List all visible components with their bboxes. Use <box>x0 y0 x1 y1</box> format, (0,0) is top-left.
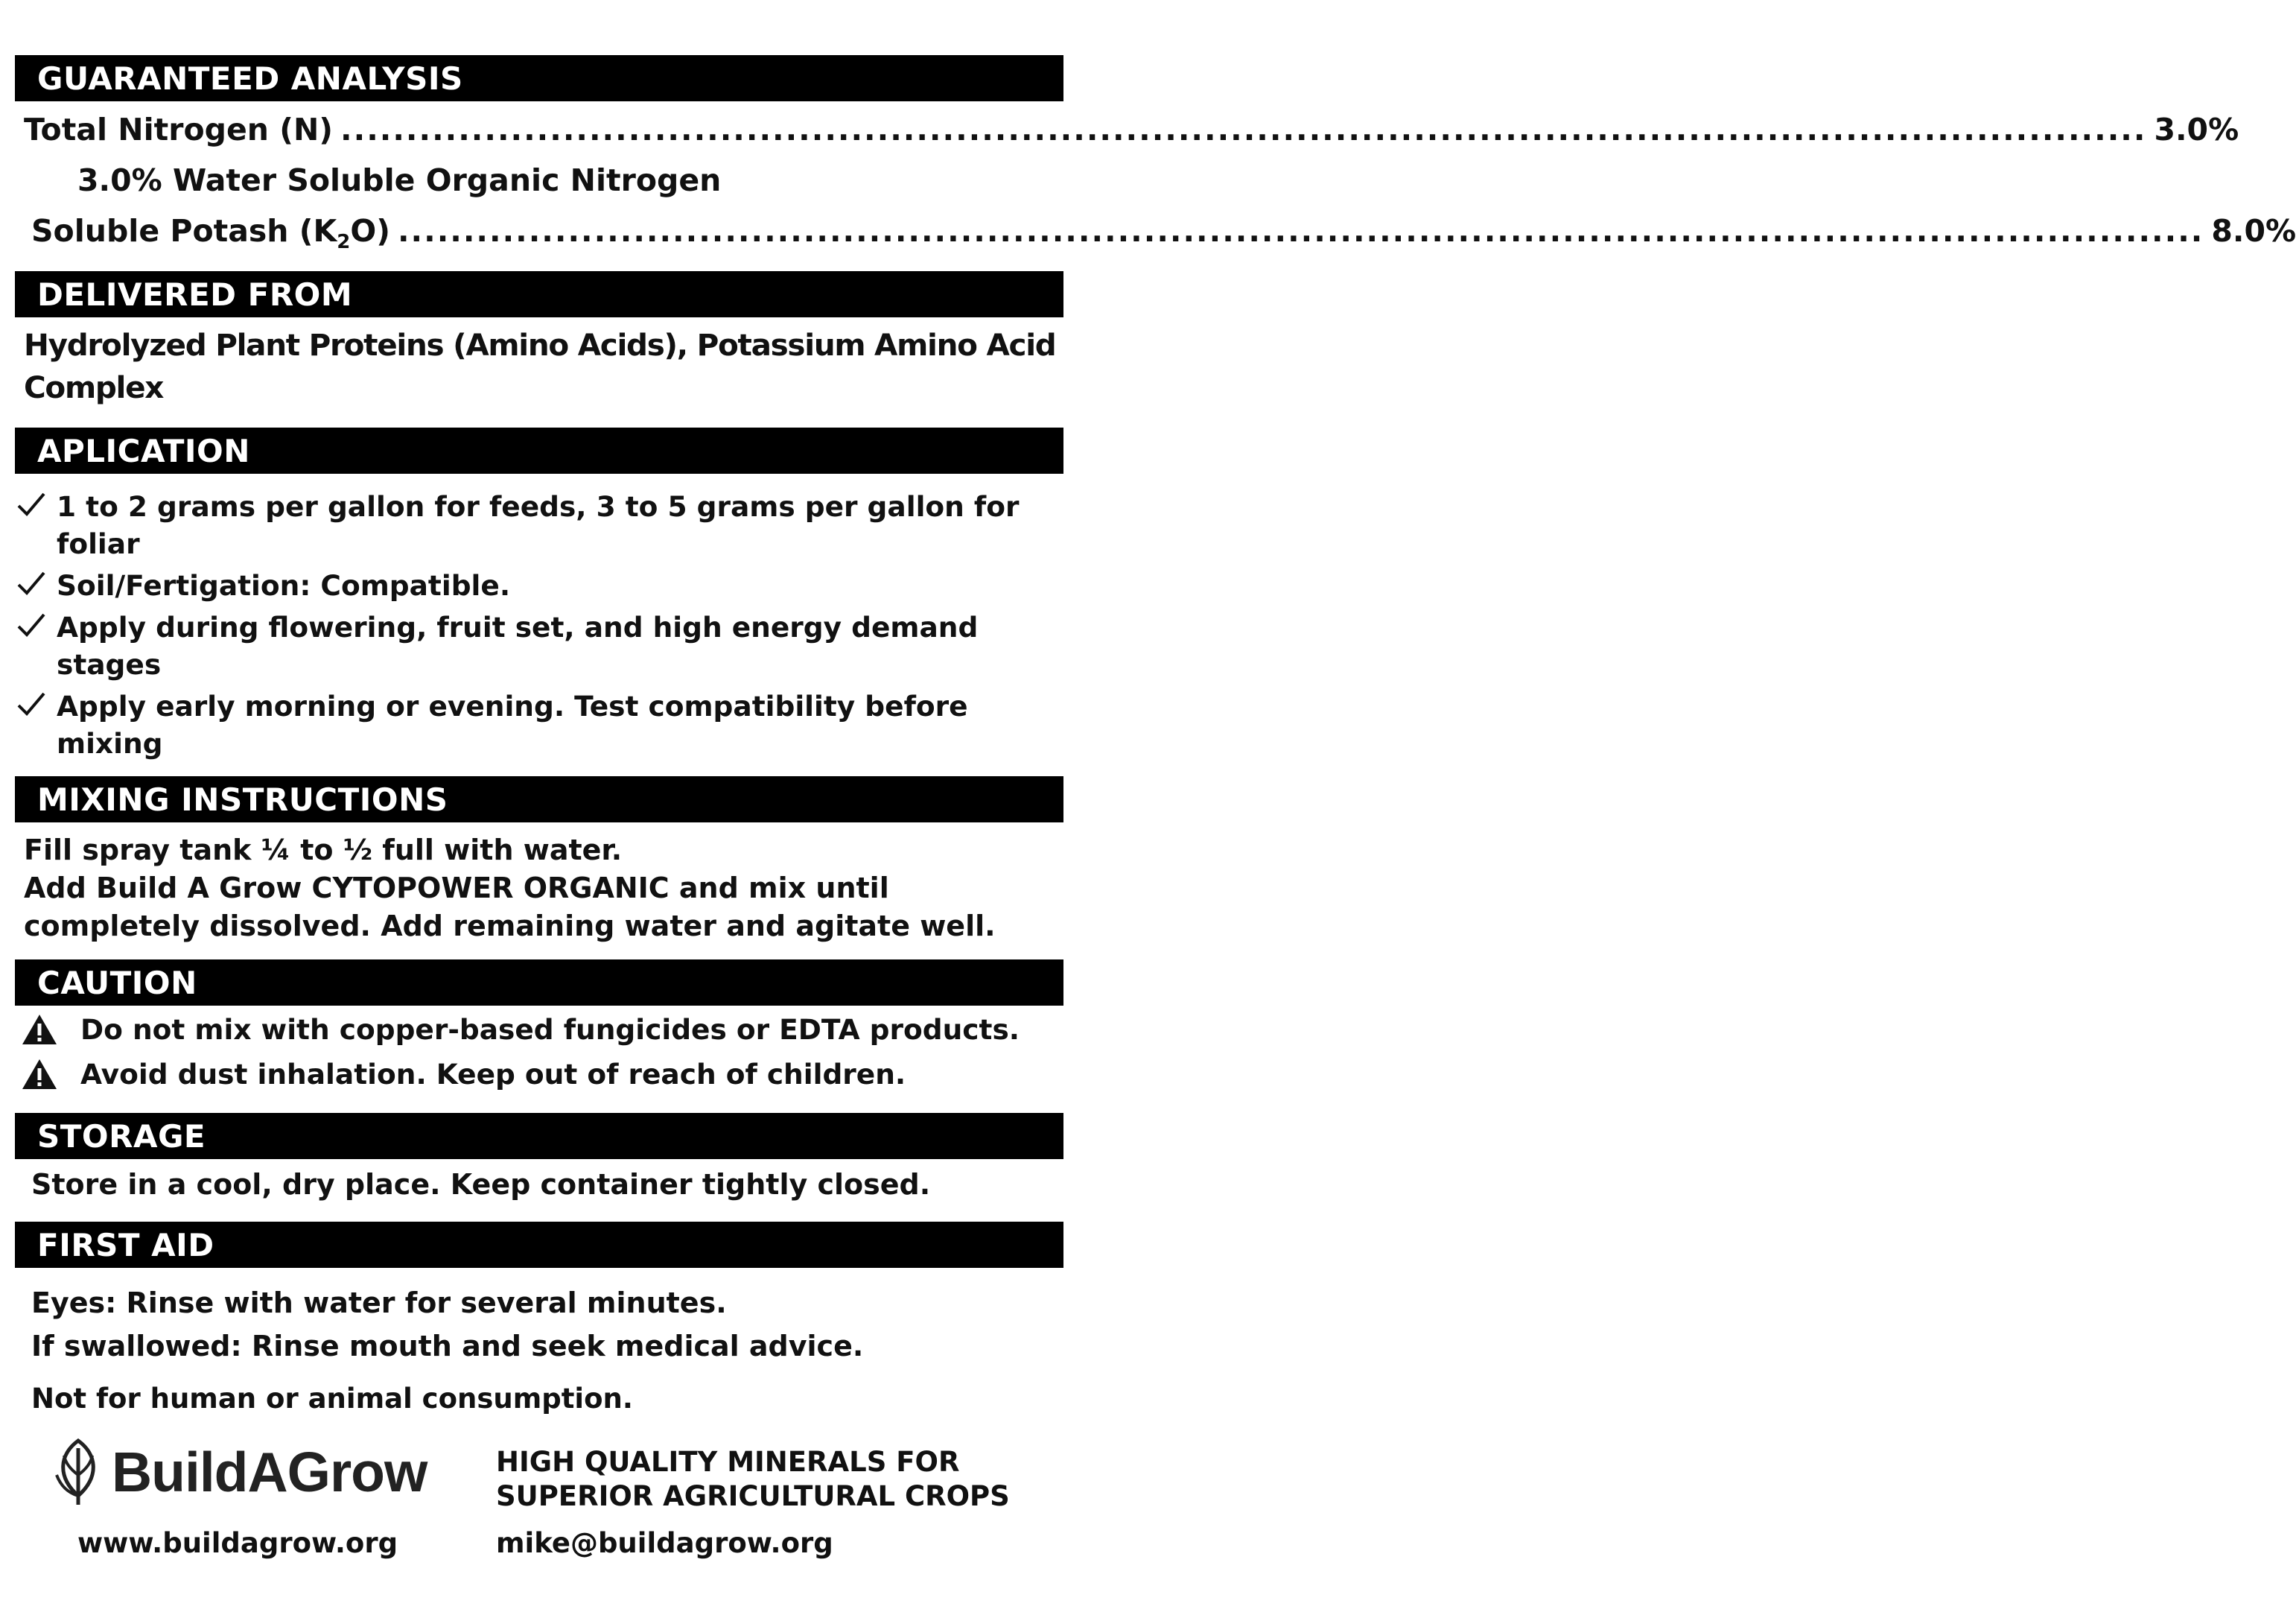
delivered-text: Hydrolyzed Plant Proteins (Amino Acids), Potassium Amino Acid Complex <box>24 327 1056 405</box>
caution-header: CAUTION <box>15 959 1063 1006</box>
warning-icon <box>21 1058 58 1091</box>
first-aid-line: If swallowed: Rinse mouth and seek medical advice. <box>31 1330 864 1362</box>
brand-name: BuildAGrow <box>112 1441 427 1503</box>
caution-item: Avoid dust inhalation. Keep out of reach of children. <box>21 1058 906 1091</box>
potash-label: Soluble Potash $(K_2O)$ <box>31 213 390 254</box>
not-for-consumption: Not for human or animal consumption. <box>31 1383 633 1415</box>
checkmark-icon <box>16 610 46 640</box>
application-item: Apply during flowering, fruit set, and high energy demand stages <box>15 609 1065 683</box>
dot-leader: .......................................................................................................................................... <box>397 213 2204 249</box>
delivered-from-header: DELIVERED FROM <box>15 271 1063 317</box>
nitrogen-value: 3.0% <box>2154 112 2239 147</box>
first-aid-line: Eyes: Rinse with water for several minutes. <box>31 1286 727 1319</box>
potash-row <box>31 213 2296 254</box>
first-aid-text <box>31 1281 863 1368</box>
caution-item: Do not mix with copper-based fungicides or EDTA products. <box>21 1013 1020 1046</box>
tagline-line: SUPERIOR AGRICULTURAL CROPS <box>496 1480 1010 1512</box>
application-header: APLICATION <box>15 428 1063 474</box>
tagline-line: HIGH QUALITY MINERALS FOR <box>496 1446 960 1478</box>
nitrogen-sub: 3.0% Water Soluble Organic Nitrogen <box>77 162 722 198</box>
checkmark-icon <box>16 489 46 519</box>
mixing-line: Fill spray tank ¼ to ½ full with water. <box>24 834 623 866</box>
guaranteed-analysis-header: GUARANTEED ANALYSIS <box>15 55 1063 101</box>
application-item: 1 to 2 grams per gallon for feeds, 3 to 5 grams per gallon for foliar <box>15 488 1065 562</box>
mixing-line: completely dissolved. Add remaining water and agitate well. <box>24 910 996 942</box>
email[interactable]: mike@buildagrow.org <box>496 1527 833 1559</box>
storage-header: STORAGE <box>15 1113 1063 1159</box>
warning-icon <box>21 1013 58 1046</box>
mixing-header: MIXING INSTRUCTIONS <box>15 776 1063 822</box>
application-list <box>15 488 1065 767</box>
nitrogen-label: Total Nitrogen (N) <box>24 112 334 147</box>
potash-value: 8.0% <box>2211 213 2296 249</box>
tagline <box>496 1445 1010 1514</box>
mixing-line: Add Build A Grow CYTOPOWER ORGANIC and mix until <box>24 872 889 904</box>
checkmark-icon <box>16 568 46 598</box>
leaf-icon <box>49 1438 107 1506</box>
brand-logo <box>49 1438 427 1506</box>
first-aid-header: FIRST AID <box>15 1222 1063 1268</box>
dot-leader: .......................................................................................................................................... <box>340 112 2147 147</box>
checkmark-icon <box>16 689 46 719</box>
mixing-text <box>24 831 996 945</box>
application-item: Soil/Fertigation: Compatible. <box>15 567 1065 604</box>
nitrogen-row <box>24 112 2239 147</box>
website[interactable]: www.buildagrow.org <box>77 1527 398 1559</box>
storage-text: Store in a cool, dry place. Keep container tightly closed. <box>31 1168 931 1201</box>
application-item: Apply early morning or evening. Test compatibility before mixing <box>15 688 1065 762</box>
